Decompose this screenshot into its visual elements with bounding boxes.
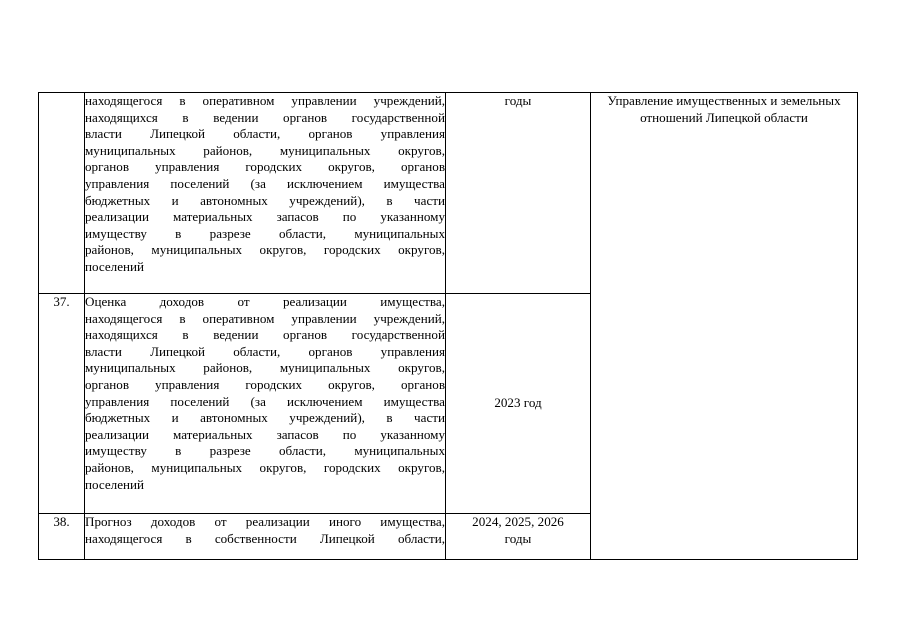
responsible-organization: Управление имущественных и земельных отношений Липецкой области: [591, 93, 858, 560]
row-description: Оценка доходов от реализации имущества, находящегося в оперативном управлении учреждений, находящихся в ведении органов государственной власти Липецкой области, органов управления муниципальных районов, муниципальных округов, органов управления городских округов, органов управления поселений (за исключением имущества бюджетных и автономных учреждений), в части реализации материальных запасов по указанному имуществу в разрезе области, муниципальных районов, муниципальных округов, городских округов, поселений: [85, 294, 446, 514]
row-description: находящегося в оперативном управлении учреждений, находящихся в ведении органов государственной власти Липецкой области, органов управления муниципальных районов, муниципальных округов, органов управления городских округов, органов управления поселений (за исключением имущества бюджетных и автономных учреждений), в части реализации материальных запасов по указанному имуществу в разрезе области, муниципальных районов, муниципальных округов, городских округов, поселений: [85, 93, 446, 294]
row-period: 2023 год: [446, 294, 591, 514]
row-number: [39, 93, 85, 294]
row-number: 37.: [39, 294, 85, 514]
row-description: Прогноз доходов от реализации иного имущества, находящегося в собственности Липецкой области,: [85, 514, 446, 560]
row-number: 38.: [39, 514, 85, 560]
plan-table: [38, 92, 858, 560]
row-period: 2024, 2025, 2026 годы: [446, 514, 591, 560]
table-row: [39, 93, 858, 294]
row-period: годы: [446, 93, 591, 294]
